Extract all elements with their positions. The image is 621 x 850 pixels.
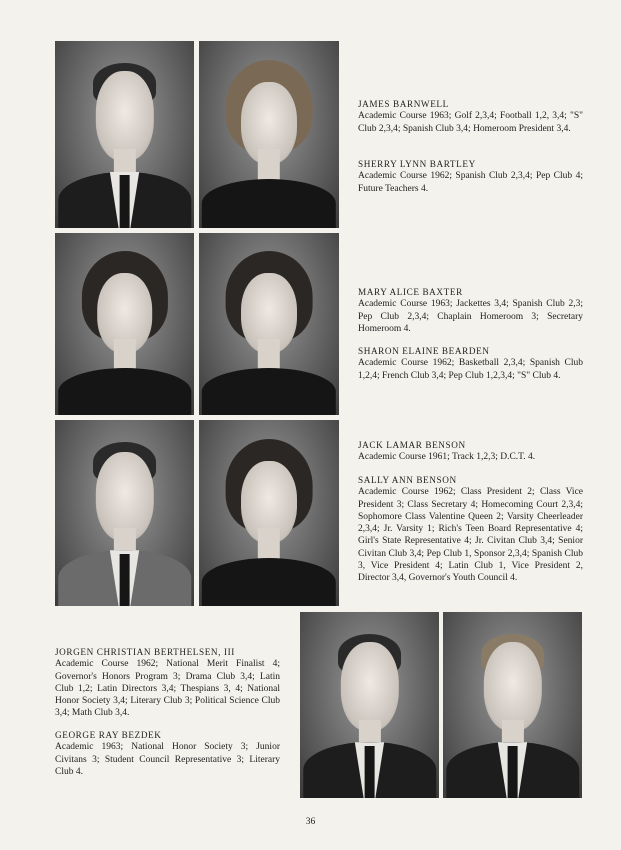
student-activities: Academic Course 1962; Spanish Club 2,3,4; Pep Club 4; Future Teachers 4. (358, 171, 583, 194)
portrait-photo-sally-ann-benson (199, 420, 339, 606)
student-name: MARY ALICE BAXTER (358, 287, 463, 297)
student-activities: Academic Course 1963; Golf 2,3,4; Football 1,2, 3,4; "S" Club 2,3,4; Spanish Club 3,4; Homeroom President 3,4. (358, 111, 583, 134)
bio-james-barnwell (358, 98, 583, 135)
portrait-photo-jack-lamar-benson (55, 420, 194, 606)
bio-george-ray-bezdek (55, 729, 280, 778)
bio-sharon-elaine-bearden (358, 345, 583, 382)
portrait-photo-mary-alice-baxter (55, 233, 194, 415)
student-activities: Academic Course 1962; Class President 2; Class Vice President 3; Class Secretary 4; Homecoming Court 2,3,4; Sophomore Class Valentine Queen 2; Varsity Cheerleader 2,3,4; Jr. Varsity 1; Rich's Teen Board Representative 4; Girl's State Representative 4; Jr. Civitan Club 3,4; Senior Civitan Club 3,4; Pep Club 1, Sponsor 2,3,4; Spanish Club 3, Vice President 4; Latin Club 1, Vice President 2, Director 3,4, Governor's Youth Council 4. (358, 487, 583, 584)
student-activities: Academic Course 1962; Basketball 2,3,4; Spanish Club 1,2,4; French Club 3,4; Pep Club 1,2,3,4; "S" Club 4. (358, 358, 583, 381)
page-number: 36 (305, 817, 316, 827)
student-name: SHERRY LYNN BARTLEY (358, 159, 476, 169)
student-name: JACK LAMAR BENSON (358, 440, 466, 450)
portrait-photo-sherry-lynn-bartley (199, 41, 339, 228)
bio-jorgen-christian-berthelsen (55, 646, 280, 720)
student-name: JAMES BARNWELL (358, 99, 449, 109)
student-activities: Academic Course 1962; National Merit Finalist 4; Governor's Honors Program 3; Drama Club 3,4; Latin Club 1,2; Latin Directors 3,4; Thespians 3, 4; National Honor Society 3,4; Literary Club 3; Political Science Club 3,4; Math Club 3,4. (55, 659, 280, 719)
student-name: SHARON ELAINE BEARDEN (358, 346, 490, 356)
portrait-photo-george-ray-bezdek (443, 612, 582, 798)
bio-sally-ann-benson (358, 474, 583, 585)
student-name: GEORGE RAY BEZDEK (55, 730, 162, 740)
bio-jack-lamar-benson (358, 439, 583, 464)
student-activities: Academic Course 1963; Jackettes 3,4; Spanish Club 2,3; Pep Club 2,3,4; Chaplain Homeroom 3; Secretary Homeroom 4. (358, 299, 583, 334)
student-name: SALLY ANN BENSON (358, 475, 457, 485)
bio-sherry-lynn-bartley (358, 158, 583, 195)
bio-mary-alice-baxter (358, 286, 583, 335)
student-activities: Academic Course 1961; Track 1,2,3; D.C.T. 4. (358, 452, 536, 463)
student-name: JORGEN CHRISTIAN BERTHELSEN, III (55, 647, 235, 657)
portrait-photo-james-barnwell (55, 41, 194, 228)
student-activities: Academic 1963; National Honor Society 3; Junior Civitans 3; Student Council Representative 3; Literary Club 4. (55, 742, 280, 777)
portrait-photo-jorgen-christian-berthelsen (300, 612, 439, 798)
portrait-photo-sharon-elaine-bearden (199, 233, 339, 415)
